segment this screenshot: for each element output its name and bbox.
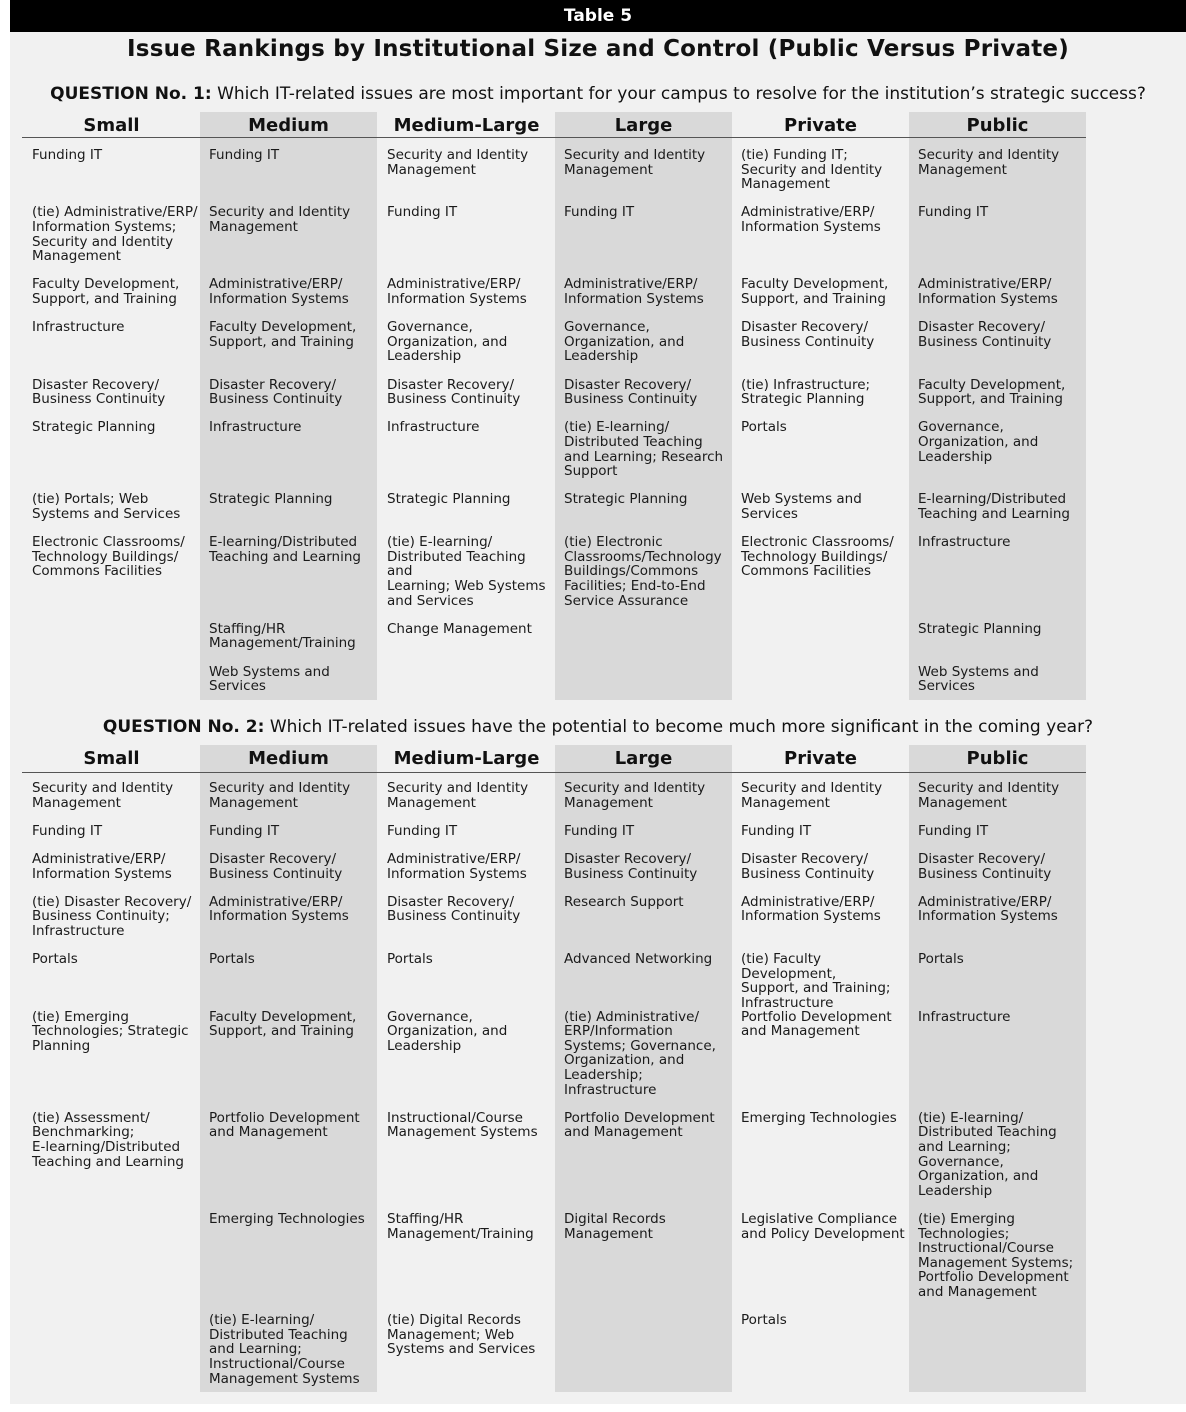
table-cell: Portals [741, 419, 787, 436]
table-cell: Strategic Planning [564, 491, 688, 508]
table-cell: Strategic Planning [387, 491, 511, 508]
table-cell: Disaster Recovery/ Business Continuity [387, 376, 521, 408]
table-cell: Funding IT [32, 822, 103, 839]
table-cell: (tie) Administrative/ERP/ Information Systems; Security and Identity Management [32, 204, 198, 265]
table-cell: Portals [32, 951, 78, 968]
table-cell: Infrastructure [209, 419, 302, 436]
table-cell: (tie) Faculty Development, Support, and Training; Infrastructure [741, 951, 891, 1011]
column-header-small: Small [83, 748, 140, 769]
table-cell: Faculty Development, Support, and Training [209, 1008, 357, 1040]
table-cell: (tie) Assessment/ Benchmarking; E-learning/Distributed Teaching and Learning [32, 1109, 184, 1170]
table-cell: Administrative/ERP/ Information Systems [209, 893, 349, 925]
table-cell: Change Management [387, 620, 532, 637]
table-cell: Administrative/ERP/ Information Systems [387, 851, 527, 882]
table-label-bar [10, 0, 1186, 32]
table-cell: Funding IT [918, 204, 989, 221]
table-cell: Faculty Development, Support, and Training [741, 276, 889, 307]
table-cell: Electronic Classrooms/ Technology Buildings/ Commons Facilities [741, 534, 894, 580]
table-cell: Infrastructure [918, 534, 1011, 551]
table-cell: Funding IT [209, 822, 280, 839]
table-cell: Governance, Organization, and Leadership [564, 319, 685, 365]
table-cell: Research Support [564, 893, 684, 910]
table-cell: Portals [387, 951, 433, 968]
table-cell: Disaster Recovery/ Business Continuity [564, 376, 698, 408]
q1-question-text: Which IT-related issues are most important for your campus to resolve for the institution’s strategic success? [211, 84, 1146, 104]
table-cell: Disaster Recovery/ Business Continuity [918, 851, 1052, 882]
column-header-large: Large [614, 115, 673, 136]
table-cell: Funding IT [32, 147, 103, 163]
table-cell: Funding IT [918, 822, 989, 839]
table-cell: Security and Identity Management [918, 147, 1060, 178]
table-cell: Portals [209, 951, 255, 968]
table-cell: Disaster Recovery/ Business Continuity [209, 376, 343, 408]
table-cell: Security and Identity Management [918, 780, 1060, 811]
table-cell: Administrative/ERP/ Information Systems [741, 204, 881, 235]
column-header-medium: Medium [248, 748, 329, 769]
table-cell: Portals [741, 1312, 787, 1329]
table-cell: E-learning/Distributed Teaching and Learning [209, 534, 361, 565]
table-cell: Administrative/ERP/ Information Systems [564, 276, 704, 307]
q2-question-label: QUESTION No. 2: [102, 717, 265, 737]
table-cell: (tie) Emerging Technologies; Instructional/Course Management Systems; Portfolio Development and Management [918, 1211, 1074, 1300]
column-header-large: Large [614, 748, 673, 769]
table-cell: Disaster Recovery/ Business Continuity [387, 893, 521, 925]
table-cell: Web Systems and Services [918, 663, 1039, 695]
table-cell: Staffing/HR Management/Training [209, 620, 356, 652]
table-cell: (tie) E-learning/ Distributed Teaching and Learning; Web Systems and Services [387, 534, 546, 609]
table-cell: Administrative/ERP/ Information Systems [741, 893, 881, 925]
table-cell: Funding IT [387, 822, 458, 839]
header-rule [22, 137, 1086, 138]
table-cell: (tie) Infrastructure; Strategic Planning [741, 376, 871, 408]
table-cell: Security and Identity Management [32, 780, 174, 811]
table-cell: Faculty Development, Support, and Training [209, 319, 357, 350]
column-header-medium-large: Medium-Large [393, 115, 540, 136]
table-cell: Web Systems and Services [741, 491, 862, 522]
table-cell: Faculty Development, Support, and Training [918, 376, 1066, 408]
table-cell: Web Systems and Services [209, 663, 330, 695]
table-cell: Faculty Development, Support, and Training [32, 276, 180, 307]
q1-question [10, 84, 1186, 104]
table-cell: Disaster Recovery/ Business Continuity [918, 319, 1052, 350]
table-cell: Infrastructure [918, 1008, 1011, 1025]
table-cell: Digital Records Management [564, 1211, 666, 1242]
table-cell: Disaster Recovery/ Business Continuity [741, 319, 875, 350]
column-header-medium: Medium [248, 115, 329, 136]
table-cell: Security and Identity Management [387, 780, 529, 811]
table-cell: Administrative/ERP/ Information Systems [918, 276, 1058, 307]
table-cell: Infrastructure [32, 319, 125, 336]
table-cell: Administrative/ERP/ Information Systems [387, 276, 527, 307]
table-cell: Disaster Recovery/ Business Continuity [741, 851, 875, 882]
table-cell: Portfolio Development and Management [741, 1008, 892, 1040]
table-cell: (tie) E-learning/ Distributed Teaching and Learning; Instructional/Course Management Systems [209, 1312, 360, 1387]
table-label: Table 5 [563, 6, 633, 26]
table-cell: Governance, Organization, and Leadership [918, 419, 1039, 465]
header-rule [22, 772, 1086, 773]
column-header-public: Public [966, 115, 1029, 136]
q1-question-label: QUESTION No. 1: [50, 84, 212, 104]
table-cell: Staffing/HR Management/Training [387, 1211, 534, 1242]
table-cell: Portfolio Development and Management [564, 1109, 715, 1141]
table-cell: Disaster Recovery/ Business Continuity [564, 851, 698, 882]
table-cell: Administrative/ERP/ Information Systems [32, 851, 172, 882]
table-cell: Emerging Technologies [741, 1109, 897, 1126]
table-cell: Advanced Networking [564, 951, 713, 968]
table-cell: E-learning/Distributed Teaching and Learning [918, 491, 1070, 522]
table-cell: Security and Identity Management [741, 780, 883, 811]
table-cell: (tie) Administrative/ ERP/Information Systems; Governance, Organization, and Leadership; Infrastructure [564, 1008, 716, 1098]
table-cell: (tie) Funding IT; Security and Identity Management [741, 147, 883, 193]
table-cell: Funding IT [564, 822, 635, 839]
table-cell: Funding IT [209, 147, 280, 163]
column-header-private: Private [784, 115, 857, 136]
table-cell: Administrative/ERP/ Information Systems [209, 276, 349, 307]
table-cell: (tie) Electronic Classrooms/Technology Buildings/Commons Facilities; End-to-End Service Assurance [564, 534, 722, 609]
table-cell: Instructional/Course Management Systems [387, 1109, 538, 1141]
table-cell: Electronic Classrooms/ Technology Buildings/ Commons Facilities [32, 534, 185, 580]
table-cell: Administrative/ERP/ Information Systems [918, 893, 1058, 925]
table-cell: Disaster Recovery/ Business Continuity [32, 376, 166, 408]
column-shade [200, 745, 377, 1392]
table-cell: Strategic Planning [32, 419, 156, 436]
table-cell: Portfolio Development and Management [209, 1109, 360, 1141]
table-cell: Emerging Technologies [209, 1211, 365, 1227]
table-cell: (tie) E-learning/ Distributed Teaching and Learning; Research Support [564, 419, 724, 480]
table-cell: Security and Identity Management [387, 147, 529, 178]
table-cell: Funding IT [741, 822, 812, 839]
table-cell: (tie) Portals; Web Systems and Services [32, 491, 181, 522]
table-cell: Governance, Organization, and Leadership [387, 1008, 508, 1054]
table-title: Issue Rankings by Institutional Size and Control (Public Versus Private) [127, 36, 1069, 62]
column-header-private: Private [784, 748, 857, 769]
table-cell: Infrastructure [387, 419, 480, 436]
q2-question-text: Which IT-related issues have the potential to become much more significant in the coming year? [264, 717, 1094, 737]
table-cell: Portals [918, 951, 964, 968]
q2-question [10, 717, 1186, 737]
table-cell: Legislative Compliance and Policy Development [741, 1211, 905, 1242]
table-cell: (tie) Emerging Technologies; Strategic Planning [32, 1008, 189, 1054]
column-header-public: Public [966, 748, 1029, 769]
table-cell: Security and Identity Management [209, 204, 351, 235]
table-cell: Strategic Planning [918, 620, 1042, 637]
table-cell: Funding IT [387, 204, 458, 221]
table-cell: Strategic Planning [209, 491, 333, 508]
table-cell: Security and Identity Management [209, 780, 351, 811]
table-cell: Disaster Recovery/ Business Continuity [209, 851, 343, 882]
table-cell: Funding IT [564, 204, 635, 221]
column-header-medium-large: Medium-Large [393, 748, 540, 769]
table-cell: (tie) Digital Records Management; Web Systems and Services [387, 1312, 536, 1358]
table-cell: (tie) E-learning/ Distributed Teaching and Learning; Governance, Organization, and Leadership [918, 1109, 1057, 1199]
table-cell: Governance, Organization, and Leadership [387, 319, 508, 365]
table-cell: Security and Identity Management [564, 147, 706, 178]
table-cell: Security and Identity Management [564, 780, 706, 811]
column-header-small: Small [83, 115, 140, 136]
table-cell: (tie) Disaster Recovery/ Business Continuity; Infrastructure [32, 893, 192, 939]
